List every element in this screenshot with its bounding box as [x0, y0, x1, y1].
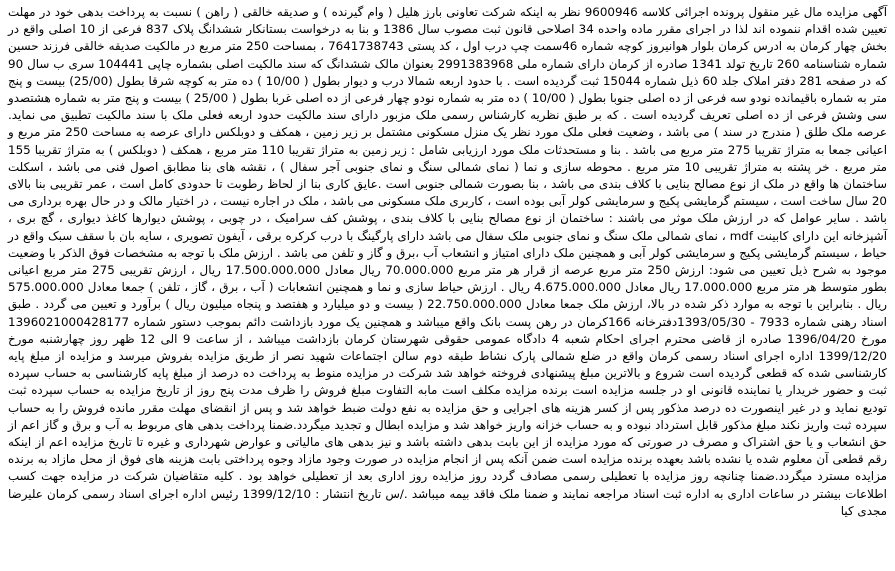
notice-body-text: آگهی مزایده مال غیر منقول پرونده اجرائی کلاسه 9600946 نظر به اینکه شرکت تعاونی بارز هلیل ( وام گیرنده ) و صدیقه خالقی ( راهن ) نسبت به پرداخت بدهی خود در مهلت تعیین شده اقدام ننموده اند لذا در اجرای مقرر ماده واحده 34 اصلاحی قانون ثبت مصوب سال 1386 و بنا به درخواست بستانکار ششدانگ پلاک 837 فرعی از 10 اصلی واقع در بخش چهار کرمان به ادرس کرمان بلوار هوانیروز کوچه شماره 46سمت چپ درب اول ، کد پستی 7641738743 ، بمساحت 250 متر مربع در مالکیت صدیقه خالقی فرزند حسین شماره شناسنامه 260 تاریخ تولد 1341 صادره از کرمان دارای شماره ملی 2991383968 بعنوان مالک ششدانگ که سند مالکیت اصلی بشماره چاپی 104441 سری ب سال 90 که در صفحه 281 دفتر املاک جلد 60 ذیل شماره 15044 ثبت گردیده است . با حدود اربعه شمالا درب و دیوار بطول ( 10/00 ) ده متر به کوچه شرقا بطول (25/00) بیست و پنج متر به شماره باقیمانده نودو سه فرعی از ده اصلی جنوبا بطول ( 10/00 ) ده متر به شماره نودو چهار فرعی از ده اصلی غربا بطول ( 25/00 ) بیست و پنج متر به شماره هشتصدو سی وشش فرعی از ده اصلی تعریف گردیده است . که بر طبق نظریه کارشناس رسمی ملک مزبور دارای سند مالکیت حدود اربعه فعلی ملک با سند مالکیت تطبیق می نماید. عرصه ملک طلق ( مندرج در سند ) می باشد ، وضعیت فعلی ملک مورد نظر یک منزل مسکونی مشتمل بر زیر زمین ، همکف و دوبلکس دارای عرصه به مساحت 250 متر مربع و اعیانی جمعا به متراژ تقریبا 275 متر مربع می باشد . بنا و مستحدثات ملک مورد ارزیابی شامل : زیر زمین به متراژ تقریبا 110 متر مربع ، همکف ( دوبلکس ) به متراژ تقریبا 155 متر مربع . خر پشته به متراژ تقریبی 10 متر مربع . محوطه سازی و نما ( نمای شمالی سنگ و نمای جنوبی آجر سفال ) ، نقشه های بنا مطابق اصول فنی می باشد ، اسکلت ساختمان ها واقع در ملک از نوع مصالح بنایی با کلاف بندی می باشد ، بنا بصورت شمالی جنوبی است .عایق کاری بنا از لحاظ رطوبت تا حدودی کامل است ، عمر تقریبی بنا بالای 20 سال ساخت است ، سیستم گرمایشی پکیج و سرمایشی کولر آبی بوده است ، کاربری ملک مسکونی می باشد ، ملک در اجاره نیست ، در اختیار مالک و در حال بهره برداری می باشد . سایر عوامل که در ارزش ملک موثر می باشند : ساختمان از نوع مصالح بنایی با کلاف بندی ، پوشش کف سرامیک ، در چوبی ، پوشش دیوارها کاغذ دیواری ، گچ بری ، آشپزخانه این دارای کابینت mdf ، نمای شمالی ملک سنگ و نمای جنوبی ملک سفال می باشد دارای پارگینگ با درب کرکره برقی ، آیفون تصویری ، سایه بان با سقف سبک واقع در حیاط ، سیستم گرمایشی پکیج و سرمایشی کولر آبی و همچنین ملک دارای امتیاز و انشعاب آب ،برق و گاز و تلفن می باشد . ارزش ملک با توجه به مشخصات فوق الذکر با وضعیت موجود به شرح ذیل تعیین می شود: ارزش 250 متر مربع عرصه از قرار هر متر مربع 70.000.000 ریال معادل 17.500.000.000 ریال ، ارزش تقریبی 275 متر مربع اعیانی بطور متوسط هر متر مربع 17.000.000 ریال معادل 4.675.000.000 ریال . ارزش حیاط سازی و نما و همچنین انشعابات ( آب ، برق ، گاز ، تلفن ) جمعا معادل 575.000.000 ریال . بنابراین با توجه به موارد ذکر شده در بالا، ارزش ملک جمعا معادل 22.750.000.000 ( بیست و دو میلیارد و هفتصد و پنجاه میلیون ریال ) برآورد و تعیین می گردد . طبق اسناد رهنی شماره 7933 - 1393/05/30دفترخانه 166کرمان در رهن پست بانک واقع میباشد و همچنین یک مورد بازداشت دائم بموجب دستور شماره 1396021000428177 مورخ 1396/04/20 صادره از قاضی محترم اجرای احکام شعبه 4 دادگاه عمومی حقوقی شهرستان کرمان بازداشت میباشد ، از ساعت 9 الی 12 ظهر روز چهارشنبه مورخ 1399/12/20 اداره اجرای اسناد رسمی کرمان واقع در ضلع شمالی پارک نشاط طبقه دوم سالن اجتماعات شهید نصر از طریق مزایده بفروش میرسد و مزایده از مبلغ پایه کارشناسی شده که قطعی گردیده است شروع و بالاترین مبلغ پیشنهادی فروخته خواهد شد شرکت در مزایده منوط به پرداخت ده درصد از مبلغ پایه کارشناسی به حساب سپرده ثبت و حضور خریدار یا نماینده قانونی او در جلسه مزایده است برنده مزایده مکلف است مابه التفاوت مبلغ فروش را ظرف مدت پنج روز از تاریخ مزایده به حساب سپرده ثبت تودیع نماید و در غیر اینصورت ده درصد مذکور پس از کسر هزینه های اجرایی و حق مزایده به نفع دولت ضبط خواهد شد و پس از انقضای مهلت مقرر مانده فروش را به حساب سپرده ثبت واریز نکند مبلغ مذکور قابل استرداد نبوده و به حساب خزانه واریز خواهد شد و مزایده ابطال و تجدید میگردد.ضمنا پرداخت بدهی های مربوط به آب و برق و گاز اعم از حق انشعاب و یا حق اشتراک و مصرف در صورتی که مورد مزایده از این بابت بدهی داشته باشد و نیز بدهی های مالیاتی و عوارض شهرداری و غیره تا تاریخ مزایده اعم از اینکه رقم قطعی آن معلوم شده یا نشده باشد بعهده برنده مزایده است ضمن آنکه پس از انجام مزایده در صورت وجود مازاد وجوه پرداختی بابت هزینه های فوق از محل مازاد به برنده مزایده مسترد میگردد.ضمنا چنانچه روز مزایده با تعطیلی رسمی مصادف گردد روز مزایده روز اداری بعد از تعطیلی خواهد بود . کلیه متقاضیان شرکت در مزایده جهت کسب اطلاعات بیشتر در ساعات اداری به اداره ثبت اسناد مراجعه نمایند و ضمنا ملک فاقد بیمه میباشد ./س تاریخ انتشار : 1399/12/10 رئیس اداره اجرای اسناد رسمی کرمان علیرضا مجدی کیا	[8, 5, 888, 518]
